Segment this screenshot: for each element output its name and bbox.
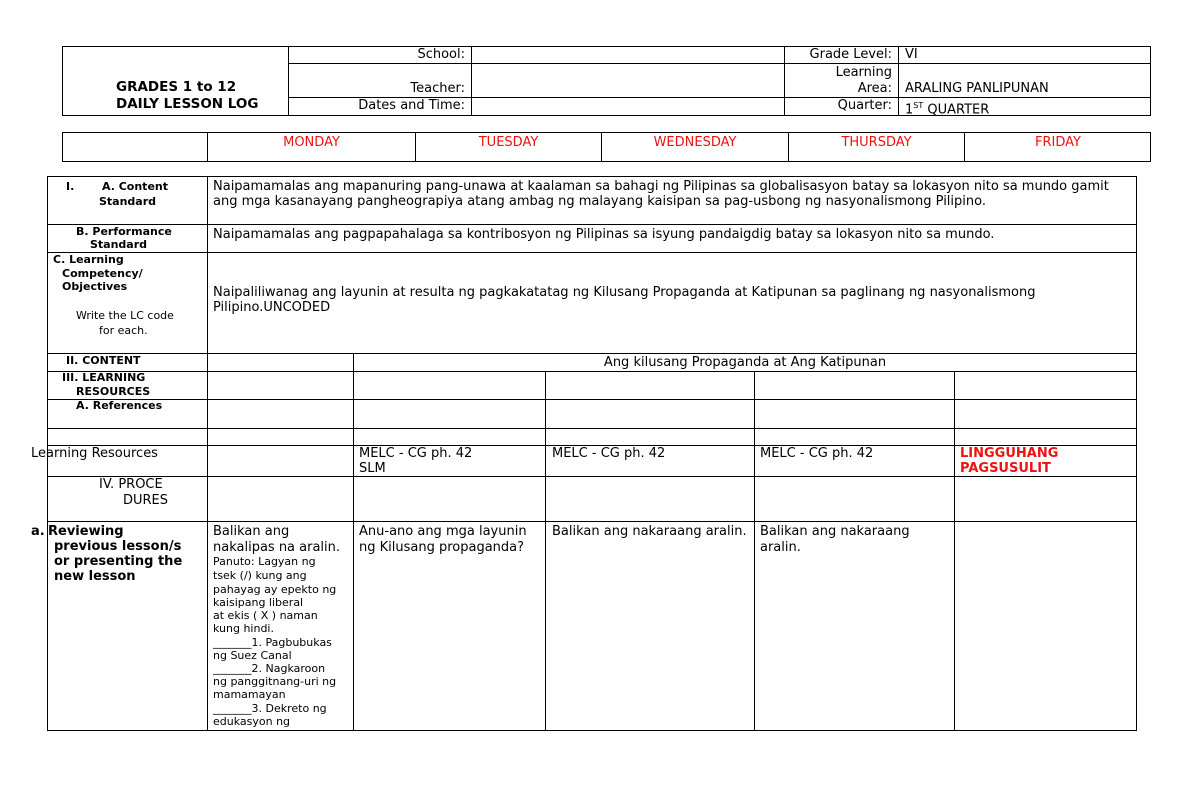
lr-friday: PAGSUSULIT xyxy=(960,461,1051,476)
review-instruction: ng panggitnang-uri ng xyxy=(213,675,337,688)
day-thursday: THURSDAY xyxy=(841,135,912,150)
review-instruction: Panuto: Lagyan ng xyxy=(213,555,316,568)
divider xyxy=(47,224,1137,225)
divider xyxy=(47,252,1137,253)
review-instruction: kung hindi. xyxy=(213,622,274,635)
area-label: Area: xyxy=(857,81,892,96)
divider xyxy=(47,521,1137,522)
divider xyxy=(288,63,1151,64)
competency-text: Naipaliliwanag ang layunin at resulta ng pagkakatatag ng Kilusang Propaganda at Katipunan sa paglinang ng nasyonalismong Pilipino.UNCODED xyxy=(213,285,1036,315)
lr-tuesday: MELC - CG ph. 42 xyxy=(359,446,473,461)
review-label: previous lesson/s xyxy=(54,539,182,554)
review-label: new lesson xyxy=(54,569,136,584)
divider xyxy=(47,399,1137,400)
review-instruction: _______1. Pagbubukas xyxy=(213,636,332,649)
review-monday: Balikan ang xyxy=(213,524,290,539)
content-standard-label: Standard xyxy=(99,195,157,208)
grade-value: VI xyxy=(905,47,918,62)
lr-tuesday: SLM xyxy=(359,461,386,476)
content-label: II. CONTENT xyxy=(66,354,141,367)
divider xyxy=(47,353,1137,354)
lr-friday: LINGGUHANG xyxy=(960,446,1059,461)
performance-standard-text: Naipamamalas ang pagpapahalaga sa kontribosyon ng Pilipinas sa isyung pandaigdig batay sa lokasyon nito sa mundo. xyxy=(213,227,995,242)
content-standard-text: Naipamamalas ang mapanuring pang-unawa at kaalaman sa bahagi ng Pilipinas sa globalisasyon batay sa lokasyon nito sa mundo gamit ang mga kasanayang pangheograpiya atang ambag ng malayang kaisipan sa pag-usbong ng nasyonalismong Pilipino. xyxy=(213,179,1109,209)
review-instruction: tsek (/) kung ang xyxy=(213,569,307,582)
review-tuesday: Anu-ano ang mga layunin xyxy=(359,524,527,539)
content-standard-label: A. Content xyxy=(102,180,168,193)
competency-label: Competency/ xyxy=(62,267,143,280)
procedures-label: IV. PROCE xyxy=(99,477,163,492)
divider xyxy=(898,46,899,116)
procedures-label: DURES xyxy=(123,493,169,508)
quarter-label: Quarter: xyxy=(837,98,892,113)
learning-resources-label: Learning Resources xyxy=(31,446,158,461)
review-instruction: _______2. Nagkaroon xyxy=(213,662,326,675)
quarter-value: 1ST QUARTER xyxy=(905,101,990,118)
divider xyxy=(954,371,955,731)
form-subtitle: DAILY LESSON LOG xyxy=(116,96,259,112)
review-instruction: at ekis ( X ) naman xyxy=(213,609,318,622)
divider xyxy=(47,371,1137,372)
review-thursday: aralin. xyxy=(760,540,801,555)
day-friday: FRIDAY xyxy=(1035,135,1081,150)
review-monday: nakalipas na aralin. xyxy=(213,540,341,555)
divider xyxy=(207,176,208,731)
review-label: or presenting the xyxy=(54,554,183,569)
review-instruction: ng Suez Canal xyxy=(213,649,292,662)
performance-standard-label: B. Performance xyxy=(76,225,172,238)
day-wednesday: WEDNESDAY xyxy=(653,135,737,150)
references-label: A. References xyxy=(76,399,163,412)
form-title: GRADES 1 to 12 xyxy=(116,79,237,95)
divider xyxy=(1136,176,1137,731)
day-tuesday: TUESDAY xyxy=(478,135,539,150)
area-label: Learning xyxy=(835,65,892,80)
divider xyxy=(47,476,1137,477)
dates-label: Dates and Time: xyxy=(358,98,465,113)
divider xyxy=(545,371,546,731)
lr-thursday: MELC - CG ph. 42 xyxy=(760,446,874,461)
content-text: Ang kilusang Propaganda at Ang Katipunan xyxy=(603,355,887,370)
day-monday: MONDAY xyxy=(283,135,340,150)
review-label: Reviewing xyxy=(48,524,124,539)
content-standard-num: I. xyxy=(66,180,75,193)
review-thursday: Balikan ang nakaraang xyxy=(760,524,910,539)
divider xyxy=(754,371,755,731)
review-prefix: a. xyxy=(31,524,45,539)
competency-label: C. Learning xyxy=(53,253,124,266)
review-instruction: _______3. Dekreto ng xyxy=(213,702,327,715)
review-instruction: pahayag ay epekto ng xyxy=(213,583,337,596)
competency-label: Objectives xyxy=(62,280,128,293)
review-tuesday: ng Kilusang propaganda? xyxy=(359,540,525,555)
divider xyxy=(47,730,1137,731)
lc-code-note: for each. xyxy=(99,324,148,337)
review-wednesday: Balikan ang nakaraang aralin. xyxy=(552,524,747,539)
review-instruction: edukasyon ng xyxy=(213,715,291,728)
review-instruction: kaisipang liberal xyxy=(213,596,304,609)
review-instruction: mamamayan xyxy=(213,688,286,701)
performance-standard-label: Standard xyxy=(90,238,148,251)
learning-resources-heading: III. LEARNING xyxy=(62,371,146,384)
school-label: School: xyxy=(417,47,465,62)
lc-code-note: Write the LC code xyxy=(76,309,174,322)
divider xyxy=(353,353,354,731)
divider xyxy=(47,176,1137,177)
divider xyxy=(288,46,289,116)
divider xyxy=(784,46,785,116)
learning-resources-heading: RESOURCES xyxy=(76,385,151,398)
divider xyxy=(471,46,472,116)
lr-wednesday: MELC - CG ph. 42 xyxy=(552,446,666,461)
grade-label: Grade Level: xyxy=(809,47,892,62)
teacher-label: Teacher: xyxy=(410,81,465,96)
area-value: ARALING PANLIPUNAN xyxy=(905,81,1049,96)
divider xyxy=(47,428,1137,429)
